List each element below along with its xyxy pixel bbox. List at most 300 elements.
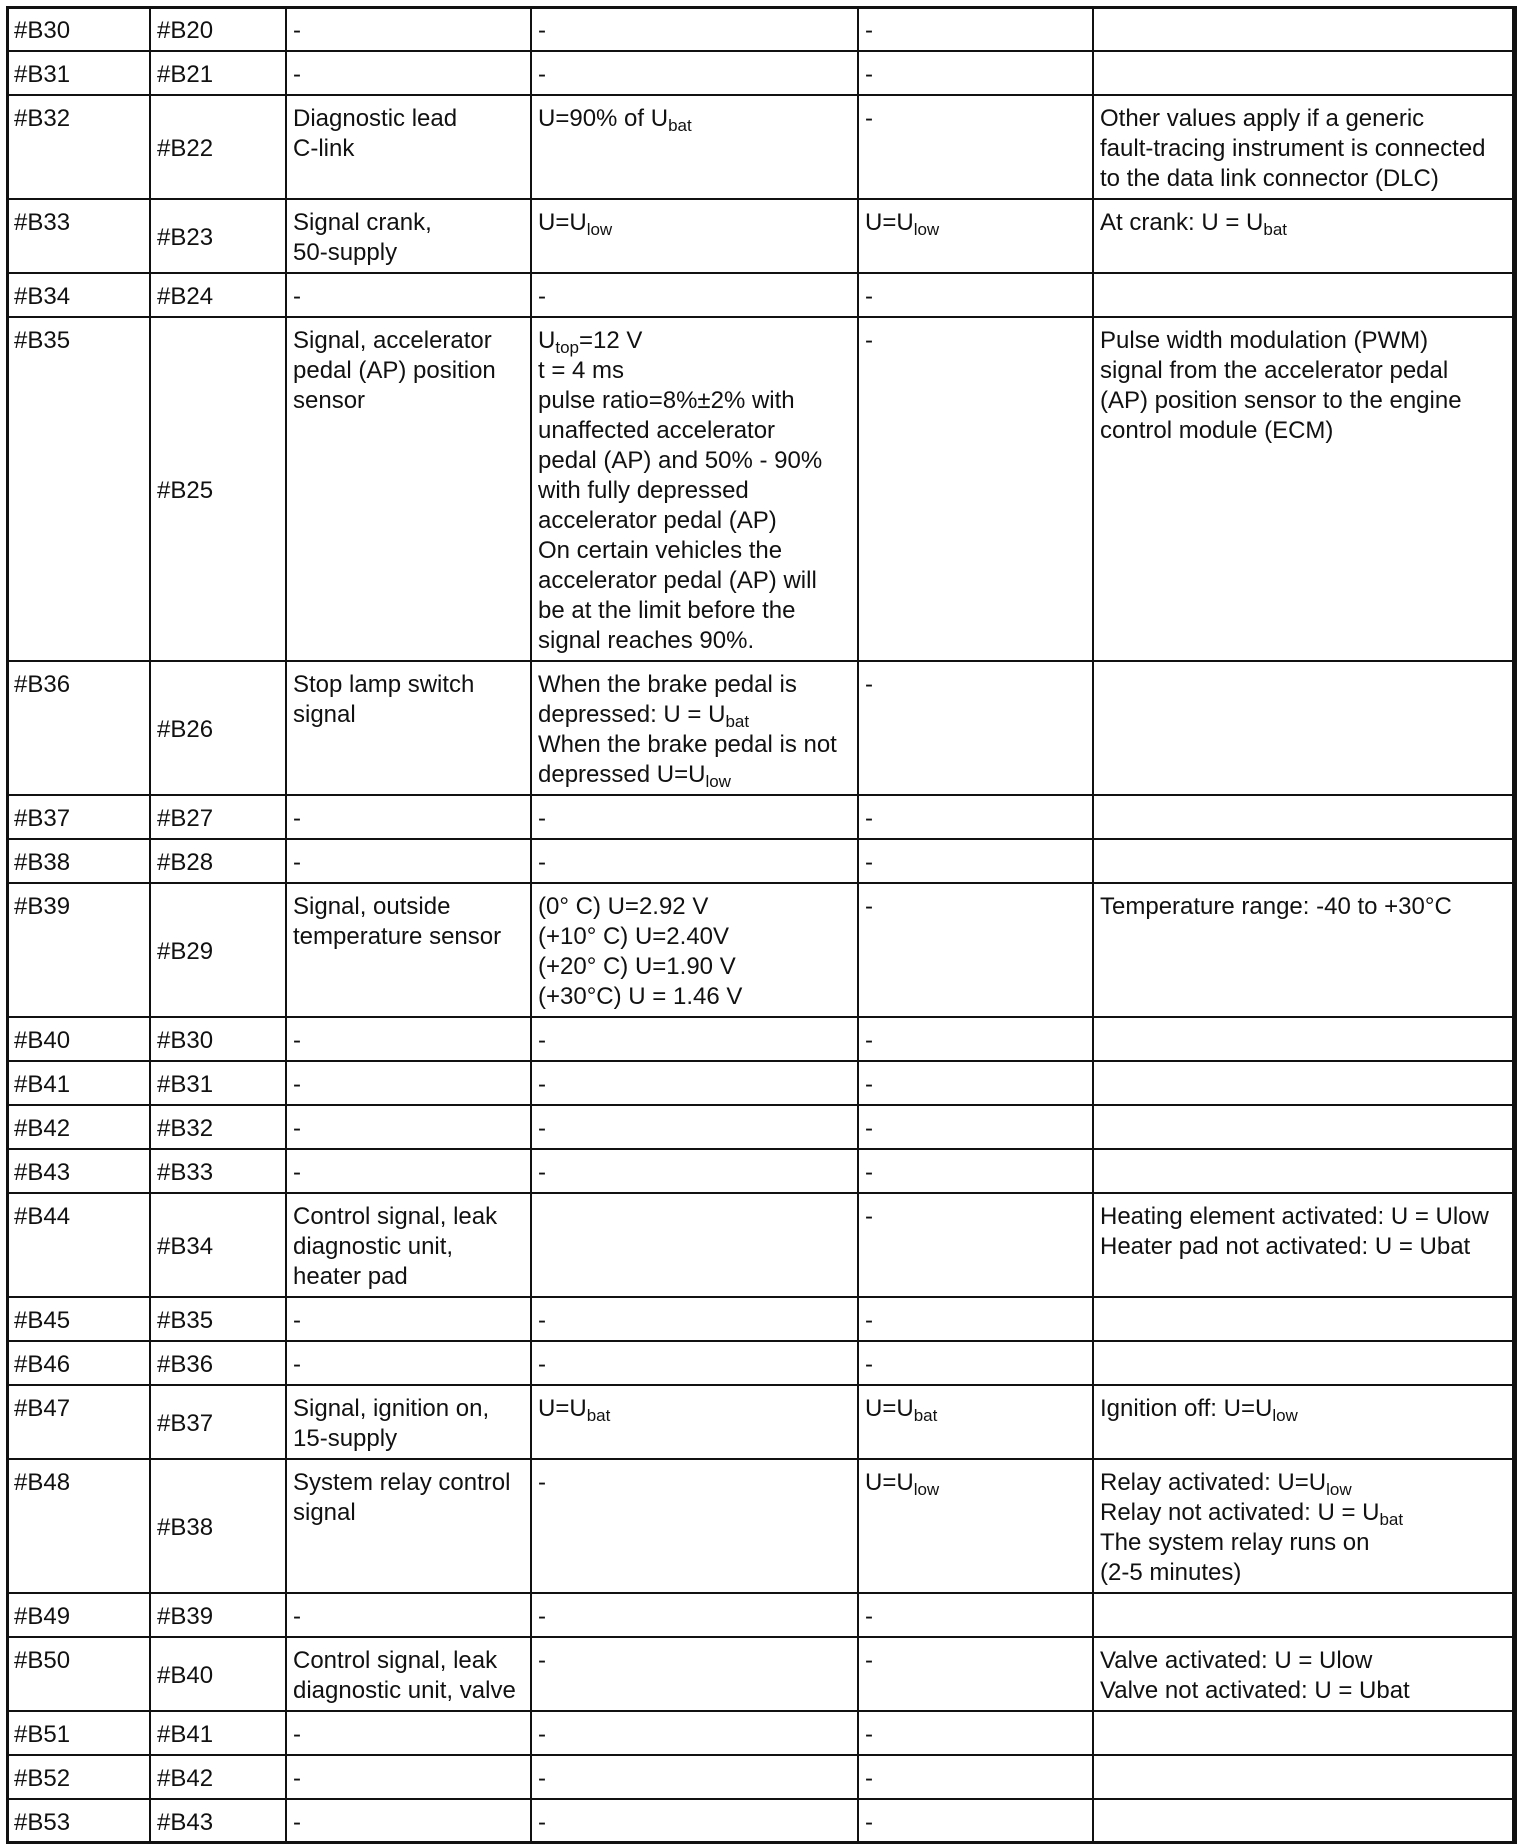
value-cell (531, 273, 858, 317)
function-cell (286, 1105, 531, 1149)
cell-text: accelerator pedal (AP) will (538, 567, 817, 594)
ref-cell: #B33 (150, 1149, 286, 1193)
cell-text: - (865, 327, 873, 354)
table-row (7, 1593, 1516, 1637)
pin-cell: #B42 (7, 1105, 150, 1149)
cell-line (538, 326, 851, 356)
cell-line (538, 536, 851, 566)
cell-line (1100, 416, 1509, 446)
cell-text: - (538, 1603, 546, 1630)
cell-text: control module (ECM) (1100, 417, 1334, 444)
cell-line (865, 60, 1086, 90)
value-cell (531, 661, 858, 795)
function-cell (286, 1149, 531, 1193)
cell-text: - (865, 1115, 873, 1142)
ref-cell: #B26 (150, 661, 286, 795)
cell-line (538, 982, 851, 1012)
cell-line (865, 1764, 1086, 1794)
cell-subscript: bat (1379, 1510, 1404, 1529)
cell-line (865, 1720, 1086, 1750)
value-alt-cell (858, 1297, 1093, 1341)
pin-cell: #B53 (7, 1799, 150, 1843)
function-line: - (293, 1159, 301, 1186)
ref-cell: #B30 (150, 1017, 286, 1061)
ref-cell: #B38 (150, 1459, 286, 1593)
pin-table-body (7, 7, 1516, 1843)
cell-line (865, 1070, 1086, 1100)
value-alt-cell (858, 7, 1093, 51)
cell-line (538, 356, 851, 386)
cell-line (865, 1026, 1086, 1056)
cell-text: Heating element activated: U = Ulow (1100, 1203, 1489, 1230)
cell-line (538, 416, 851, 446)
value-cell (531, 1459, 858, 1593)
cell-text: depressed U=U (538, 761, 706, 788)
cell-text: - (538, 1809, 546, 1836)
function-line: - (293, 849, 301, 876)
cell-line (865, 1202, 1086, 1232)
function-cell (286, 1061, 531, 1105)
cell-text: (0° C) U=2.92 V (538, 893, 709, 920)
ref-cell: #B25 (150, 317, 286, 661)
cell-text: When the brake pedal is (538, 671, 797, 698)
cell-line (538, 1468, 851, 1498)
cell-text: - (538, 1721, 546, 1748)
cell-line (1100, 104, 1509, 134)
function-cell (286, 1593, 531, 1637)
value-alt-cell (858, 1755, 1093, 1799)
value-alt-cell (858, 1637, 1093, 1711)
value-alt-cell (858, 1711, 1093, 1755)
table-row (7, 51, 1516, 95)
value-cell (531, 1711, 858, 1755)
value-cell (531, 1193, 858, 1297)
cell-text: (+20° C) U=1.90 V (538, 953, 736, 980)
value-cell (531, 51, 858, 95)
cell-line (538, 506, 851, 536)
cell-text: - (865, 1071, 873, 1098)
cell-text: On certain vehicles the (538, 537, 783, 564)
cell-text: - (865, 805, 873, 832)
cell-text: - (538, 1351, 546, 1378)
cell-line (1100, 386, 1509, 416)
cell-text: - (538, 1647, 546, 1674)
cell-subscript: bat (668, 116, 692, 135)
value-alt-cell (858, 273, 1093, 317)
notes-cell (1093, 1105, 1516, 1149)
cell-line (1100, 208, 1509, 238)
pin-cell: #B33 (7, 199, 150, 273)
value-alt-cell (858, 317, 1093, 661)
cell-line (538, 922, 851, 952)
cell-text: - (538, 1159, 546, 1186)
cell-text: U=U (865, 1395, 914, 1422)
cell-text: Valve activated: U = Ulow (1100, 1647, 1373, 1674)
table-row (7, 1341, 1516, 1385)
cell-line (865, 1158, 1086, 1188)
table-row (7, 273, 1516, 317)
value-alt-cell (858, 1105, 1093, 1149)
pin-cell: #B34 (7, 273, 150, 317)
notes-cell (1093, 1593, 1516, 1637)
cell-line (1100, 1232, 1509, 1262)
function-cell (286, 1017, 531, 1061)
table-row (7, 883, 1516, 1017)
value-alt-cell (858, 1593, 1093, 1637)
cell-line (538, 282, 851, 312)
function-cell (286, 795, 531, 839)
cell-subscript: low (913, 1480, 940, 1499)
cell-line (1100, 326, 1509, 356)
cell-text: - (865, 1603, 873, 1630)
cell-text: U=90% of U (538, 105, 669, 132)
cell-line (1100, 1468, 1509, 1498)
cell-text: - (865, 1721, 873, 1748)
value-cell (531, 7, 858, 51)
notes-cell (1093, 1149, 1516, 1193)
function-line: Signal, outside (293, 893, 451, 920)
function-line: pedal (AP) position (293, 357, 496, 384)
value-alt-cell (858, 1799, 1093, 1843)
pin-cell: #B41 (7, 1061, 150, 1105)
pin-table-page (6, 6, 1515, 1844)
cell-line (1100, 1676, 1509, 1706)
pin-cell: #B39 (7, 883, 150, 1017)
table-row (7, 661, 1516, 795)
cell-line (1100, 164, 1509, 194)
function-line: - (293, 1603, 301, 1630)
cell-text: (+30°C) U = 1.46 V (538, 983, 743, 1010)
value-cell (531, 95, 858, 199)
pin-cell: #B45 (7, 1297, 150, 1341)
ref-cell: #B24 (150, 273, 286, 317)
cell-text: unaffected accelerator (538, 417, 776, 444)
notes-cell (1093, 1637, 1516, 1711)
function-line: 50-supply (293, 239, 398, 266)
table-row (7, 1105, 1516, 1149)
cell-text: - (538, 61, 546, 88)
cell-text: fault-tracing instrument is connected (1100, 135, 1486, 162)
cell-subscript: low (705, 772, 731, 791)
cell-text: signal from the accelerator pedal (1100, 357, 1449, 384)
function-cell (286, 51, 531, 95)
notes-cell (1093, 95, 1516, 199)
cell-line (538, 16, 851, 46)
notes-cell (1093, 1385, 1516, 1459)
pin-cell: #B46 (7, 1341, 150, 1385)
cell-text: - (865, 671, 873, 698)
cell-line (538, 1306, 851, 1336)
cell-text: (AP) position sensor to the engine (1100, 387, 1462, 414)
value-cell (531, 1149, 858, 1193)
cell-text: Relay activated: U=U (1100, 1469, 1327, 1496)
function-line: Diagnostic lead (293, 105, 458, 132)
table-row (7, 199, 1516, 273)
value-alt-cell (858, 1459, 1093, 1593)
function-cell (286, 1193, 531, 1297)
cell-line (538, 1350, 851, 1380)
value-alt-cell (858, 199, 1093, 273)
function-cell (286, 1459, 531, 1593)
table-row (7, 1297, 1516, 1341)
function-line: signal (293, 701, 356, 728)
value-alt-cell (858, 1017, 1093, 1061)
value-alt-cell (858, 1149, 1093, 1193)
pin-cell: #B44 (7, 1193, 150, 1297)
cell-text: =12 V (578, 327, 643, 354)
cell-text: - (865, 1027, 873, 1054)
cell-text: - (538, 1027, 546, 1054)
function-line: - (293, 1809, 301, 1836)
cell-text: Other values apply if a generic (1100, 105, 1425, 132)
cell-line (865, 282, 1086, 312)
cell-subscript: bat (586, 1406, 611, 1425)
cell-subscript: low (586, 220, 613, 239)
function-line: Signal, accelerator (293, 327, 492, 354)
cell-line (538, 848, 851, 878)
notes-cell (1093, 661, 1516, 795)
cell-text: - (538, 1469, 546, 1496)
ref-cell: #B22 (150, 95, 286, 199)
table-row (7, 1149, 1516, 1193)
cell-line (865, 1394, 1086, 1424)
notes-cell (1093, 1061, 1516, 1105)
cell-subscript: low (1272, 1406, 1298, 1425)
function-cell (286, 95, 531, 199)
table-row (7, 1755, 1516, 1799)
cell-text: - (538, 1765, 546, 1792)
function-cell (286, 1297, 531, 1341)
function-cell (286, 1385, 531, 1459)
function-line: - (293, 17, 301, 44)
ref-cell: #B32 (150, 1105, 286, 1149)
pin-cell: #B51 (7, 1711, 150, 1755)
table-row (7, 1061, 1516, 1105)
cell-text: - (865, 1765, 873, 1792)
function-line: Signal, ignition on, (293, 1395, 490, 1422)
table-row (7, 795, 1516, 839)
cell-line (538, 1764, 851, 1794)
cell-line (538, 804, 851, 834)
value-cell (531, 1755, 858, 1799)
cell-line (865, 1350, 1086, 1380)
function-line: - (293, 283, 301, 310)
cell-line (865, 326, 1086, 356)
cell-subscript: low (913, 220, 940, 239)
cell-text: The system relay runs on (1100, 1529, 1370, 1556)
notes-cell (1093, 1017, 1516, 1061)
ref-cell: #B35 (150, 1297, 286, 1341)
function-line: - (293, 1765, 301, 1792)
cell-text: U (538, 327, 556, 354)
value-alt-cell (858, 1385, 1093, 1459)
function-line: - (293, 805, 301, 832)
cell-line (865, 208, 1086, 238)
ref-cell: #B27 (150, 795, 286, 839)
cell-line (538, 386, 851, 416)
function-line: - (293, 1721, 301, 1748)
notes-cell (1093, 1297, 1516, 1341)
cell-text: Relay not activated: U = U (1100, 1499, 1380, 1526)
value-alt-cell (858, 839, 1093, 883)
ref-cell: #B39 (150, 1593, 286, 1637)
cell-text: U=U (865, 1469, 914, 1496)
cell-line (1100, 356, 1509, 386)
notes-cell (1093, 1341, 1516, 1385)
cell-line (538, 730, 851, 760)
table-row (7, 1711, 1516, 1755)
function-line: - (293, 1027, 301, 1054)
table-row (7, 839, 1516, 883)
cell-text: - (865, 1159, 873, 1186)
cell-text: (+10° C) U=2.40V (538, 923, 730, 950)
cell-text: - (865, 849, 873, 876)
ref-cell: #B40 (150, 1637, 286, 1711)
pin-cell: #B49 (7, 1593, 150, 1637)
cell-text: depressed: U = U (538, 701, 726, 728)
value-alt-cell (858, 795, 1093, 839)
ref-cell: #B34 (150, 1193, 286, 1297)
cell-subscript: bat (1263, 220, 1288, 239)
value-cell (531, 1017, 858, 1061)
table-row (7, 7, 1516, 51)
value-cell (531, 1637, 858, 1711)
function-cell (286, 1341, 531, 1385)
cell-line (1100, 1558, 1509, 1588)
cell-line (538, 104, 851, 134)
cell-text: Pulse width modulation (PWM) (1100, 327, 1429, 354)
cell-text: be at the limit before the (538, 597, 796, 624)
function-line: heater pad (293, 1263, 408, 1290)
function-cell (286, 661, 531, 795)
value-alt-cell (858, 1341, 1093, 1385)
table-row (7, 1459, 1516, 1593)
cell-text: (2-5 minutes) (1100, 1559, 1242, 1586)
cell-text: - (538, 283, 546, 310)
function-line: diagnostic unit, (293, 1233, 454, 1260)
pin-table (6, 6, 1517, 1844)
cell-text: pulse ratio=8%±2% with (538, 387, 795, 414)
cell-line (865, 670, 1086, 700)
value-cell (531, 1061, 858, 1105)
pin-cell: #B43 (7, 1149, 150, 1193)
notes-cell (1093, 1755, 1516, 1799)
notes-cell (1093, 273, 1516, 317)
function-line: - (293, 1307, 301, 1334)
cell-line (538, 60, 851, 90)
cell-line (538, 1026, 851, 1056)
pin-cell: #B35 (7, 317, 150, 661)
cell-subscript: bat (725, 712, 750, 731)
cell-line (538, 446, 851, 476)
value-alt-cell (858, 1061, 1093, 1105)
cell-text: - (865, 105, 873, 132)
cell-text: - (538, 1071, 546, 1098)
cell-subscript: top (555, 338, 579, 357)
cell-line (1100, 1202, 1509, 1232)
ref-cell: #B36 (150, 1341, 286, 1385)
value-alt-cell (858, 661, 1093, 795)
cell-line (538, 626, 851, 656)
table-row (7, 1193, 1516, 1297)
cell-text: - (865, 1351, 873, 1378)
cell-line (865, 1602, 1086, 1632)
cell-line (538, 1158, 851, 1188)
cell-text: U=U (865, 209, 914, 236)
value-cell (531, 1799, 858, 1843)
table-row (7, 1385, 1516, 1459)
notes-cell (1093, 1193, 1516, 1297)
cell-text: - (865, 1647, 873, 1674)
ref-cell: #B29 (150, 883, 286, 1017)
cell-line (538, 1070, 851, 1100)
cell-line (1100, 1646, 1509, 1676)
cell-text: t = 4 ms (538, 357, 625, 384)
cell-text: pedal (AP) and 50% - 90% (538, 447, 823, 474)
cell-line (538, 208, 851, 238)
cell-subscript: low (1326, 1480, 1352, 1499)
function-cell (286, 1711, 531, 1755)
cell-line (865, 1646, 1086, 1676)
function-cell (286, 839, 531, 883)
cell-text: - (865, 61, 873, 88)
cell-text: U=U (538, 209, 587, 236)
notes-cell (1093, 7, 1516, 51)
cell-line (538, 596, 851, 626)
cell-text: When the brake pedal is not (538, 731, 837, 758)
function-line: - (293, 61, 301, 88)
value-cell (531, 1105, 858, 1149)
pin-cell: #B36 (7, 661, 150, 795)
cell-line (538, 1394, 851, 1424)
notes-cell (1093, 317, 1516, 661)
notes-cell (1093, 1799, 1516, 1843)
function-line: Signal crank, (293, 209, 432, 236)
cell-line (1100, 892, 1509, 922)
ref-cell: #B43 (150, 1799, 286, 1843)
cell-line (865, 804, 1086, 834)
function-cell (286, 199, 531, 273)
function-line: - (293, 1071, 301, 1098)
pin-cell: #B47 (7, 1385, 150, 1459)
function-line: - (293, 1351, 301, 1378)
pin-cell: #B32 (7, 95, 150, 199)
ref-cell: #B41 (150, 1711, 286, 1755)
value-cell (531, 1593, 858, 1637)
cell-line (1100, 1498, 1509, 1528)
value-cell (531, 317, 858, 661)
cell-text: Heater pad not activated: U = Ubat (1100, 1233, 1471, 1260)
function-cell (286, 1755, 531, 1799)
cell-line (538, 952, 851, 982)
notes-cell (1093, 1711, 1516, 1755)
cell-line (538, 1720, 851, 1750)
pin-cell: #B30 (7, 7, 150, 51)
cell-text: - (865, 283, 873, 310)
function-line: System relay control (293, 1469, 511, 1496)
table-row (7, 1017, 1516, 1061)
cell-subscript: bat (913, 1406, 938, 1425)
ref-cell: #B37 (150, 1385, 286, 1459)
notes-cell (1093, 199, 1516, 273)
cell-line (865, 1306, 1086, 1336)
notes-cell (1093, 839, 1516, 883)
function-line: Control signal, leak (293, 1647, 498, 1674)
cell-line (538, 476, 851, 506)
function-cell (286, 1637, 531, 1711)
cell-line (538, 760, 851, 790)
function-line: Stop lamp switch (293, 671, 475, 698)
